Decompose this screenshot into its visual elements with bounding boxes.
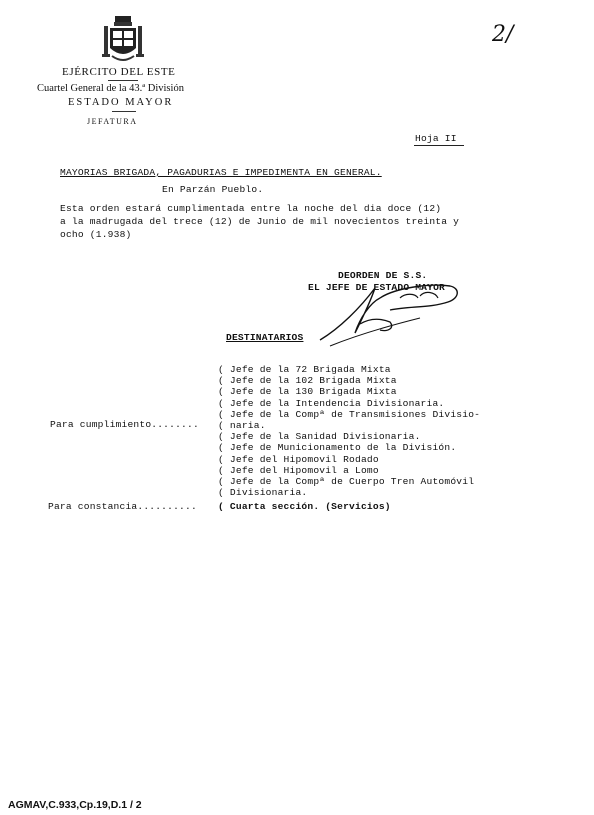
record-label: Para constancia.......... <box>48 501 197 512</box>
hq-name: Cuartel General de la 43.ª División <box>37 83 184 94</box>
list-item: ( Jefe de la 130 Brigada Mixta <box>218 386 397 398</box>
list-item: ( naria. <box>218 420 266 432</box>
handwritten-page-number: 2/ <box>492 22 514 47</box>
handwritten-signature <box>300 268 470 348</box>
list-item: ( Jefe de la Compª de Cuerpo Tren Automóvil <box>218 476 475 488</box>
list-item: ( Jefe de la Compª de Transmisiones Divisio- <box>218 408 481 420</box>
coat-of-arms-icon <box>100 14 146 64</box>
compliance-label: Para cumplimiento........ <box>50 419 199 430</box>
order-line: Esta orden estará cumplimentada entre la noche del dia doce (12) <box>60 203 442 214</box>
army-name: EJÉRCITO DEL ESTE <box>62 66 176 78</box>
sheet-number: Hoja II <box>415 133 457 144</box>
list-item: ( Jefe del Hipomovil a Lomo <box>218 464 379 476</box>
staff-name: ESTADO MAYOR <box>68 97 174 108</box>
office-name: JEFATURA <box>87 117 138 126</box>
divider <box>108 80 138 81</box>
list-item: ( Jefe de la Sanidad Divisionaria. <box>218 431 421 443</box>
divider <box>112 111 136 112</box>
list-item: ( Jefe de la 102 Brigada Mixta <box>218 375 397 387</box>
order-line: a la madrugada del trece (12) de Junio de mil novecientos treinta y <box>60 216 460 227</box>
distribution-heading: DESTINATARIOS <box>226 332 304 343</box>
list-item: ( Divisionaria. <box>218 487 308 499</box>
divider <box>414 145 464 146</box>
order-line: ocho (1.938) <box>60 229 132 240</box>
compliance-list <box>218 364 480 498</box>
list-item: ( Jefe de la 72 Brigada Mixta <box>218 364 391 375</box>
signature-line-2: EL JEFE DE ESTADO MAYOR <box>308 282 446 293</box>
record-item: ( Cuarta sección. (Servicios) <box>218 501 391 512</box>
list-item: ( Jefe del Hipomovil Rodado <box>218 453 379 465</box>
archive-reference: AGMAV,C.933,Cp.19,D.1 / 2 <box>8 799 142 811</box>
list-item: ( Jefe de la Intendencia Divisionaria. <box>218 397 445 409</box>
location-line: En Parzán Pueblo. <box>162 184 264 195</box>
subject-line: MAYORIAS BRIGADA, PAGADURIAS E IMPEDIMENTA EN GENERAL. <box>60 167 382 178</box>
signature-line-1: DEORDEN DE S.S. <box>338 270 428 281</box>
list-item: ( Jefe de Municionamento de la División. <box>218 442 457 454</box>
